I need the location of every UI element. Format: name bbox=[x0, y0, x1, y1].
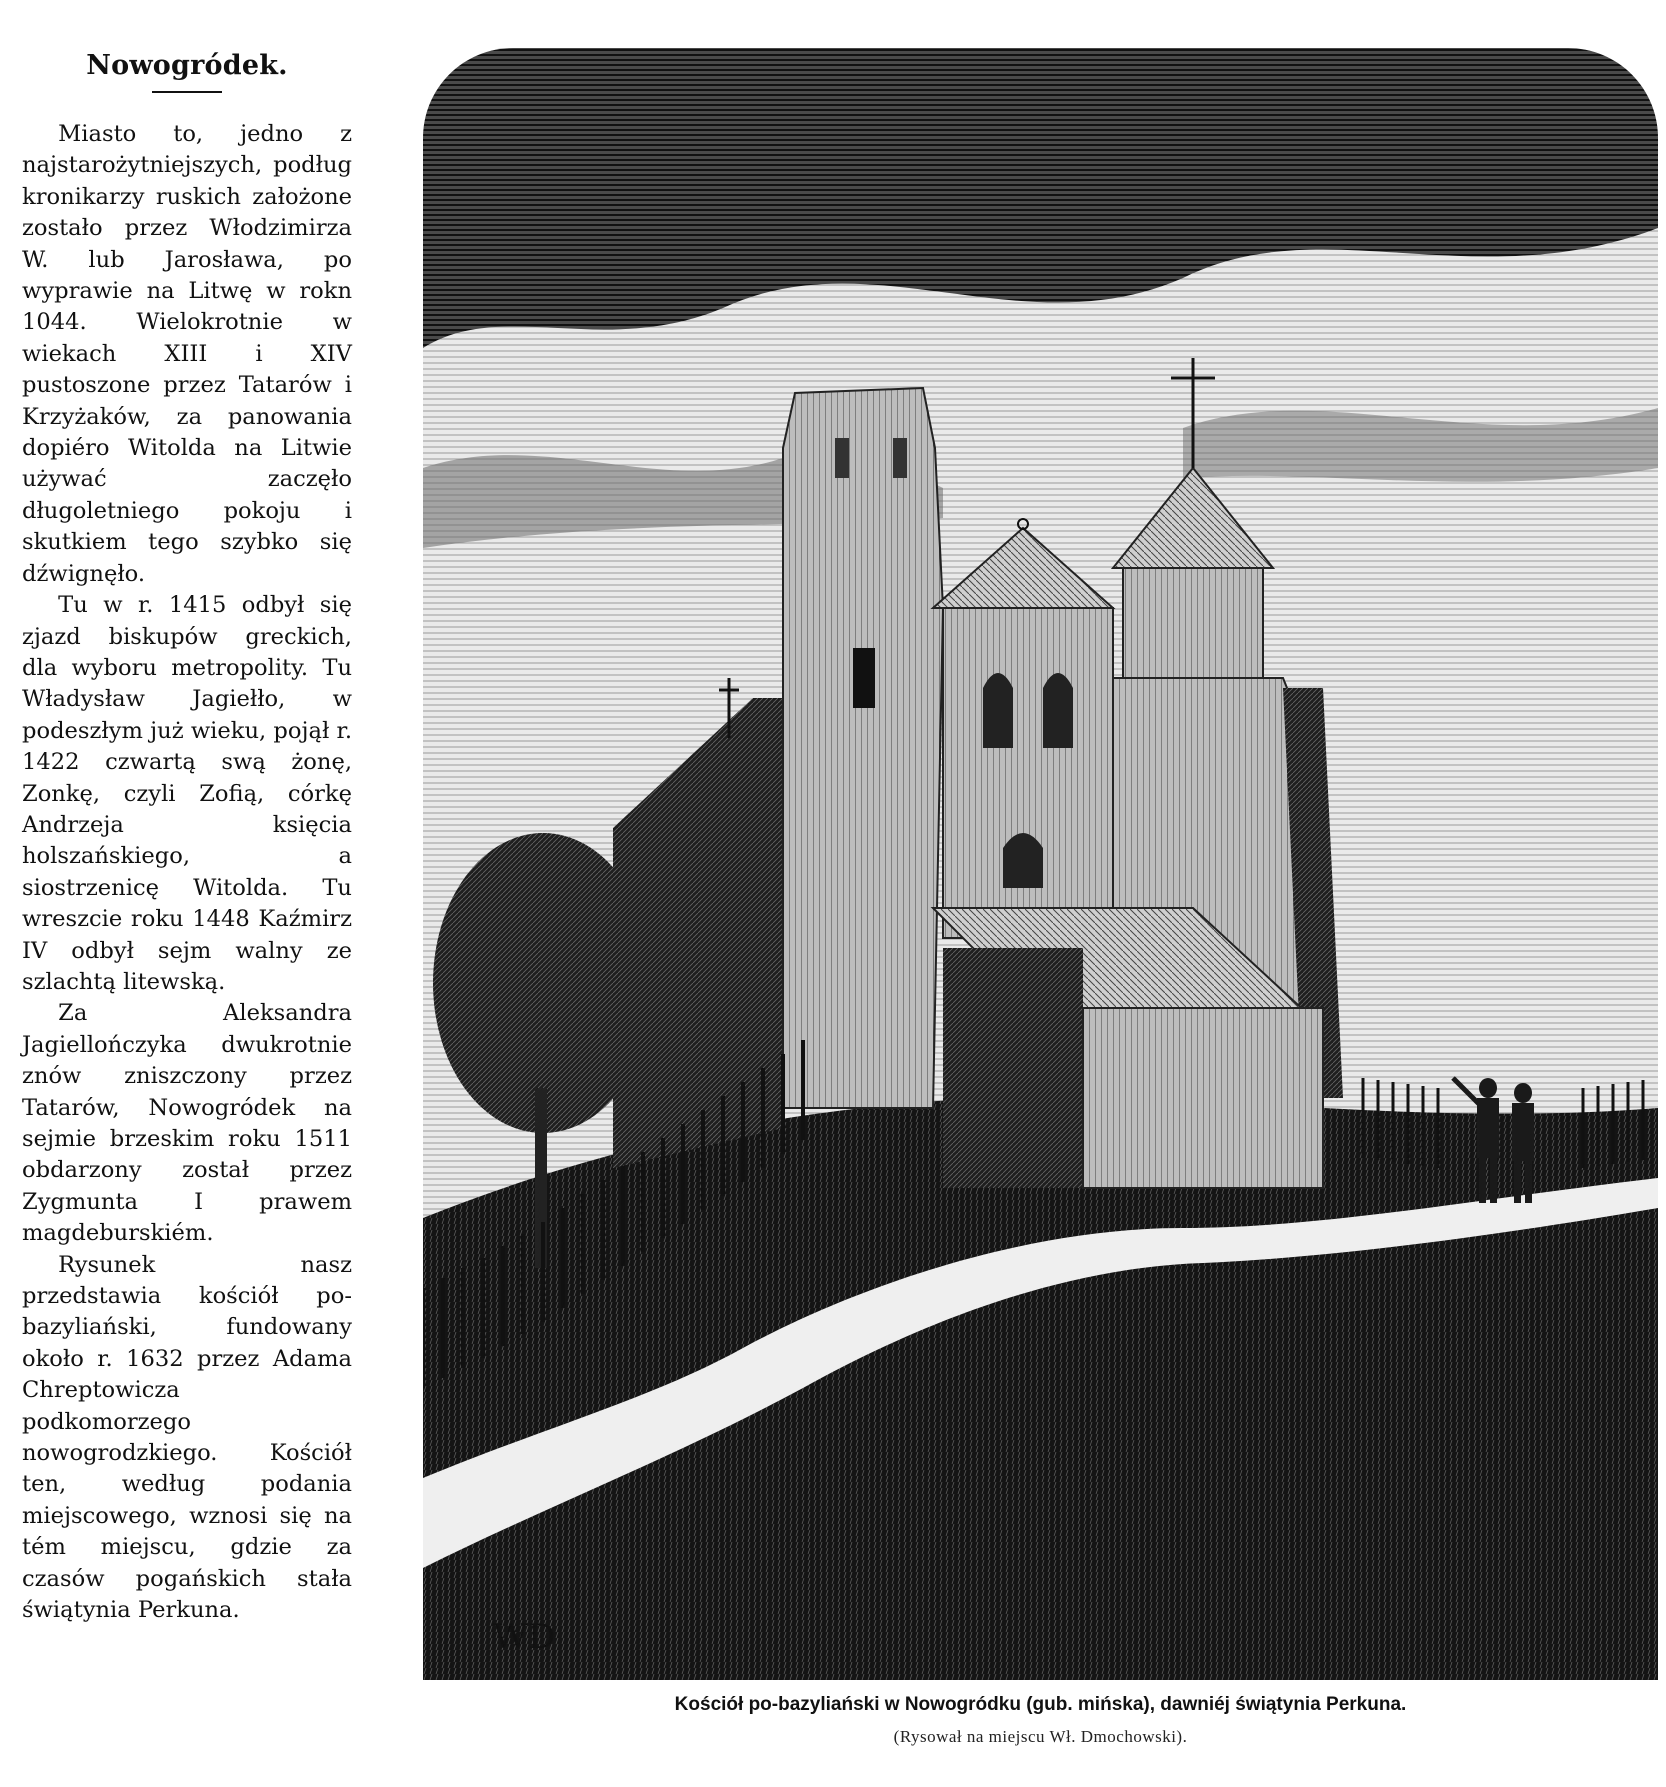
apse-window bbox=[983, 673, 1013, 748]
tower-slot-window-2 bbox=[893, 438, 907, 478]
article-title: Nowogródek. bbox=[86, 50, 288, 81]
figure-credit: (Rysował na miejscu Wł. Dmochowski). bbox=[893, 1727, 1188, 1746]
tower-slot-window bbox=[835, 438, 849, 478]
title-divider bbox=[152, 91, 222, 93]
article-paragraph-2: Tu w r. 1415 odbył się zjazd biskupów greckich, dla wyboru metropolity. Tu Władysław Jagiełło, w podeszłym już wieku, pojął r. 1422 czwartą swą żonę, Zonkę, czyli Zofią, córkę Andrzeja księcia holszańskiego, a siostrzenicę Witolda. Tu wreszcie roku 1448 Kaźmirz IV odbył sejm walny ze szlachtą litewską. bbox=[22, 592, 352, 995]
figure-caption: Kościół po-bazyliański w Nowogródku (gub. mińska), dawniéj świątynia Perkuna. bbox=[674, 1694, 1407, 1715]
apse-arch bbox=[1003, 833, 1043, 888]
central-apse bbox=[943, 608, 1113, 938]
tower-window bbox=[853, 648, 875, 708]
article-column bbox=[22, 40, 352, 1627]
annex-shadow-wall bbox=[943, 948, 1083, 1188]
annex-wall bbox=[1083, 1008, 1323, 1188]
article-paragraph-1: Miasto to, jedno z najstarożytniejszych, podług kronikarzy ruskich założone zostało przez Włodzimirza W. lub Jarosława, po wyprawie na Litwę w rokn 1044. Wielokrotnie w wiekach XIII i XIV pustoszone przez Tatarów i Krzyżaków, za panowania dopiéro Witolda na Litwie używać zaczęło długoletniego pokoju i skutkiem tego szybko się dźwignęło. bbox=[22, 121, 352, 587]
left-tower bbox=[783, 388, 943, 1108]
apse-window-2 bbox=[1043, 673, 1073, 748]
church-engraving bbox=[423, 48, 1658, 1680]
article-paragraph-4: Rysunek nasz przedstawia kościół po-bazyliański, fundowany około r. 1632 przez Adama Chreptowicza podkomorzego nowogrodzkiego. Kościół ten, według podania miejscowego, wznosi się na tém miejscu, gdzie za czasów pogańskich stała świątynia Perkuna. bbox=[22, 1251, 352, 1624]
right-tower-drum bbox=[1123, 568, 1263, 678]
artist-monogram: WD bbox=[493, 1617, 556, 1657]
article-paragraph-3: Za Aleksandra Jagiellończyka dwukrotnie znów zniszczony przez Tatarów, Nowogródek na sejmie brzeskim roku 1511 obdarzony został przez Zygmunta I prawem magdeburskiém. bbox=[22, 1000, 352, 1247]
